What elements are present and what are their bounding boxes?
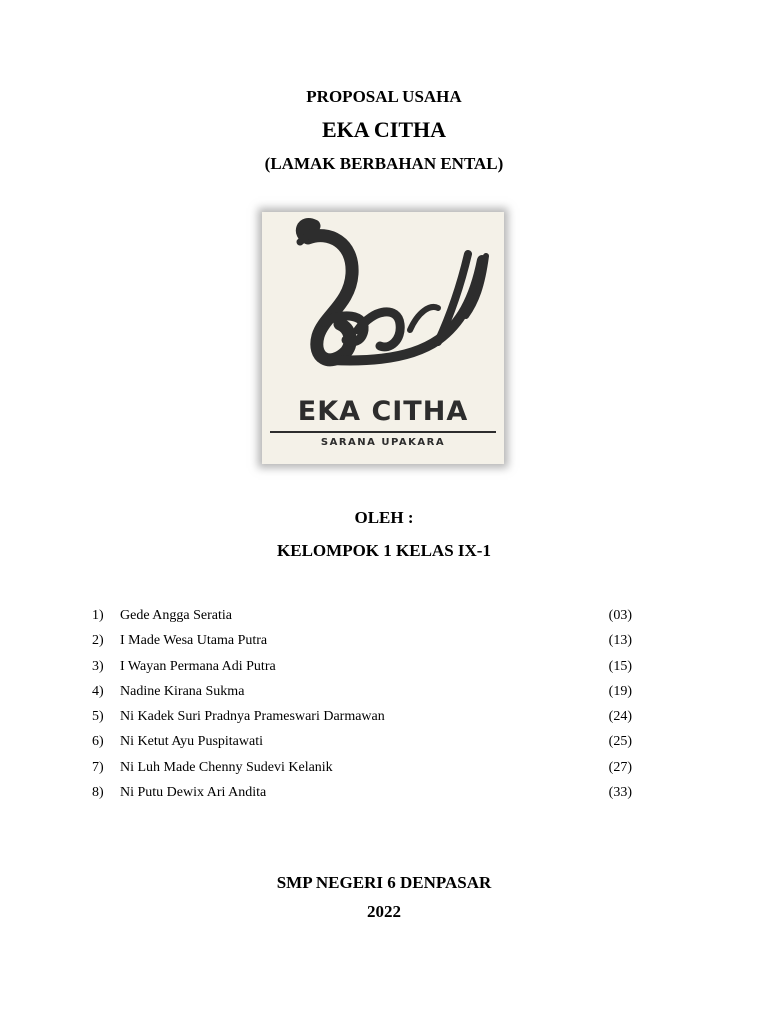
group-label: KELOMPOK 1 KELAS IX-1 [277, 541, 491, 560]
list-item [92, 707, 632, 732]
list-item [92, 657, 632, 682]
member-number: 4) [92, 683, 104, 699]
member-number: 8) [92, 785, 104, 801]
list-item [92, 606, 632, 631]
list-item [92, 631, 632, 656]
member-name: Ni Putu Dewix Ari Andita [120, 785, 267, 801]
member-absen: (03) [608, 608, 632, 623]
list-item [92, 758, 632, 783]
logo [262, 212, 504, 464]
member-absen: (13) [608, 633, 632, 649]
member-name: Ni Luh Made Chenny Sudevi Kelanik [120, 759, 333, 775]
member-absen: (24) [608, 709, 632, 725]
by-label: OLEH : [354, 508, 414, 527]
list-item [92, 783, 632, 808]
list-item [92, 732, 632, 757]
business-name-title: EKA CITHA [321, 117, 447, 142]
member-list [92, 606, 632, 808]
member-absen: (33) [608, 785, 632, 801]
member-name: Ni Kadek Suri Pradnya Prameswari Darmawan [120, 709, 385, 725]
member-absen: (15) [608, 658, 632, 674]
member-absen: (25) [608, 734, 632, 750]
year-label: 2022 [367, 902, 401, 921]
logo-title: EKA CITHA [297, 396, 469, 427]
member-number: 1) [92, 608, 104, 623]
member-absen: (27) [608, 759, 632, 775]
member-name: Gede Angga Seratia [120, 608, 232, 623]
member-name: I Made Wesa Utama Putra [120, 633, 268, 649]
member-number: 7) [92, 759, 104, 775]
member-number: 6) [92, 734, 104, 750]
member-absen: (19) [608, 683, 632, 699]
member-name: Nadine Kirana Sukma [120, 683, 245, 699]
proposal-label: PROPOSAL USAHA [306, 87, 462, 106]
logo-subtitle: SARANA UPAKARA [320, 437, 446, 448]
member-name: Ni Ketut Ayu Puspitawati [120, 734, 263, 750]
member-name: I Wayan Permana Adi Putra [120, 658, 276, 674]
product-subtitle: (LAMAK BERBAHAN ENTAL) [264, 154, 504, 173]
school-name: SMP NEGERI 6 DENPASAR [276, 873, 492, 892]
member-number: 3) [92, 658, 104, 674]
member-number: 5) [92, 709, 104, 725]
list-item [92, 682, 632, 707]
logo-divider [270, 431, 496, 433]
member-number: 2) [92, 633, 104, 649]
